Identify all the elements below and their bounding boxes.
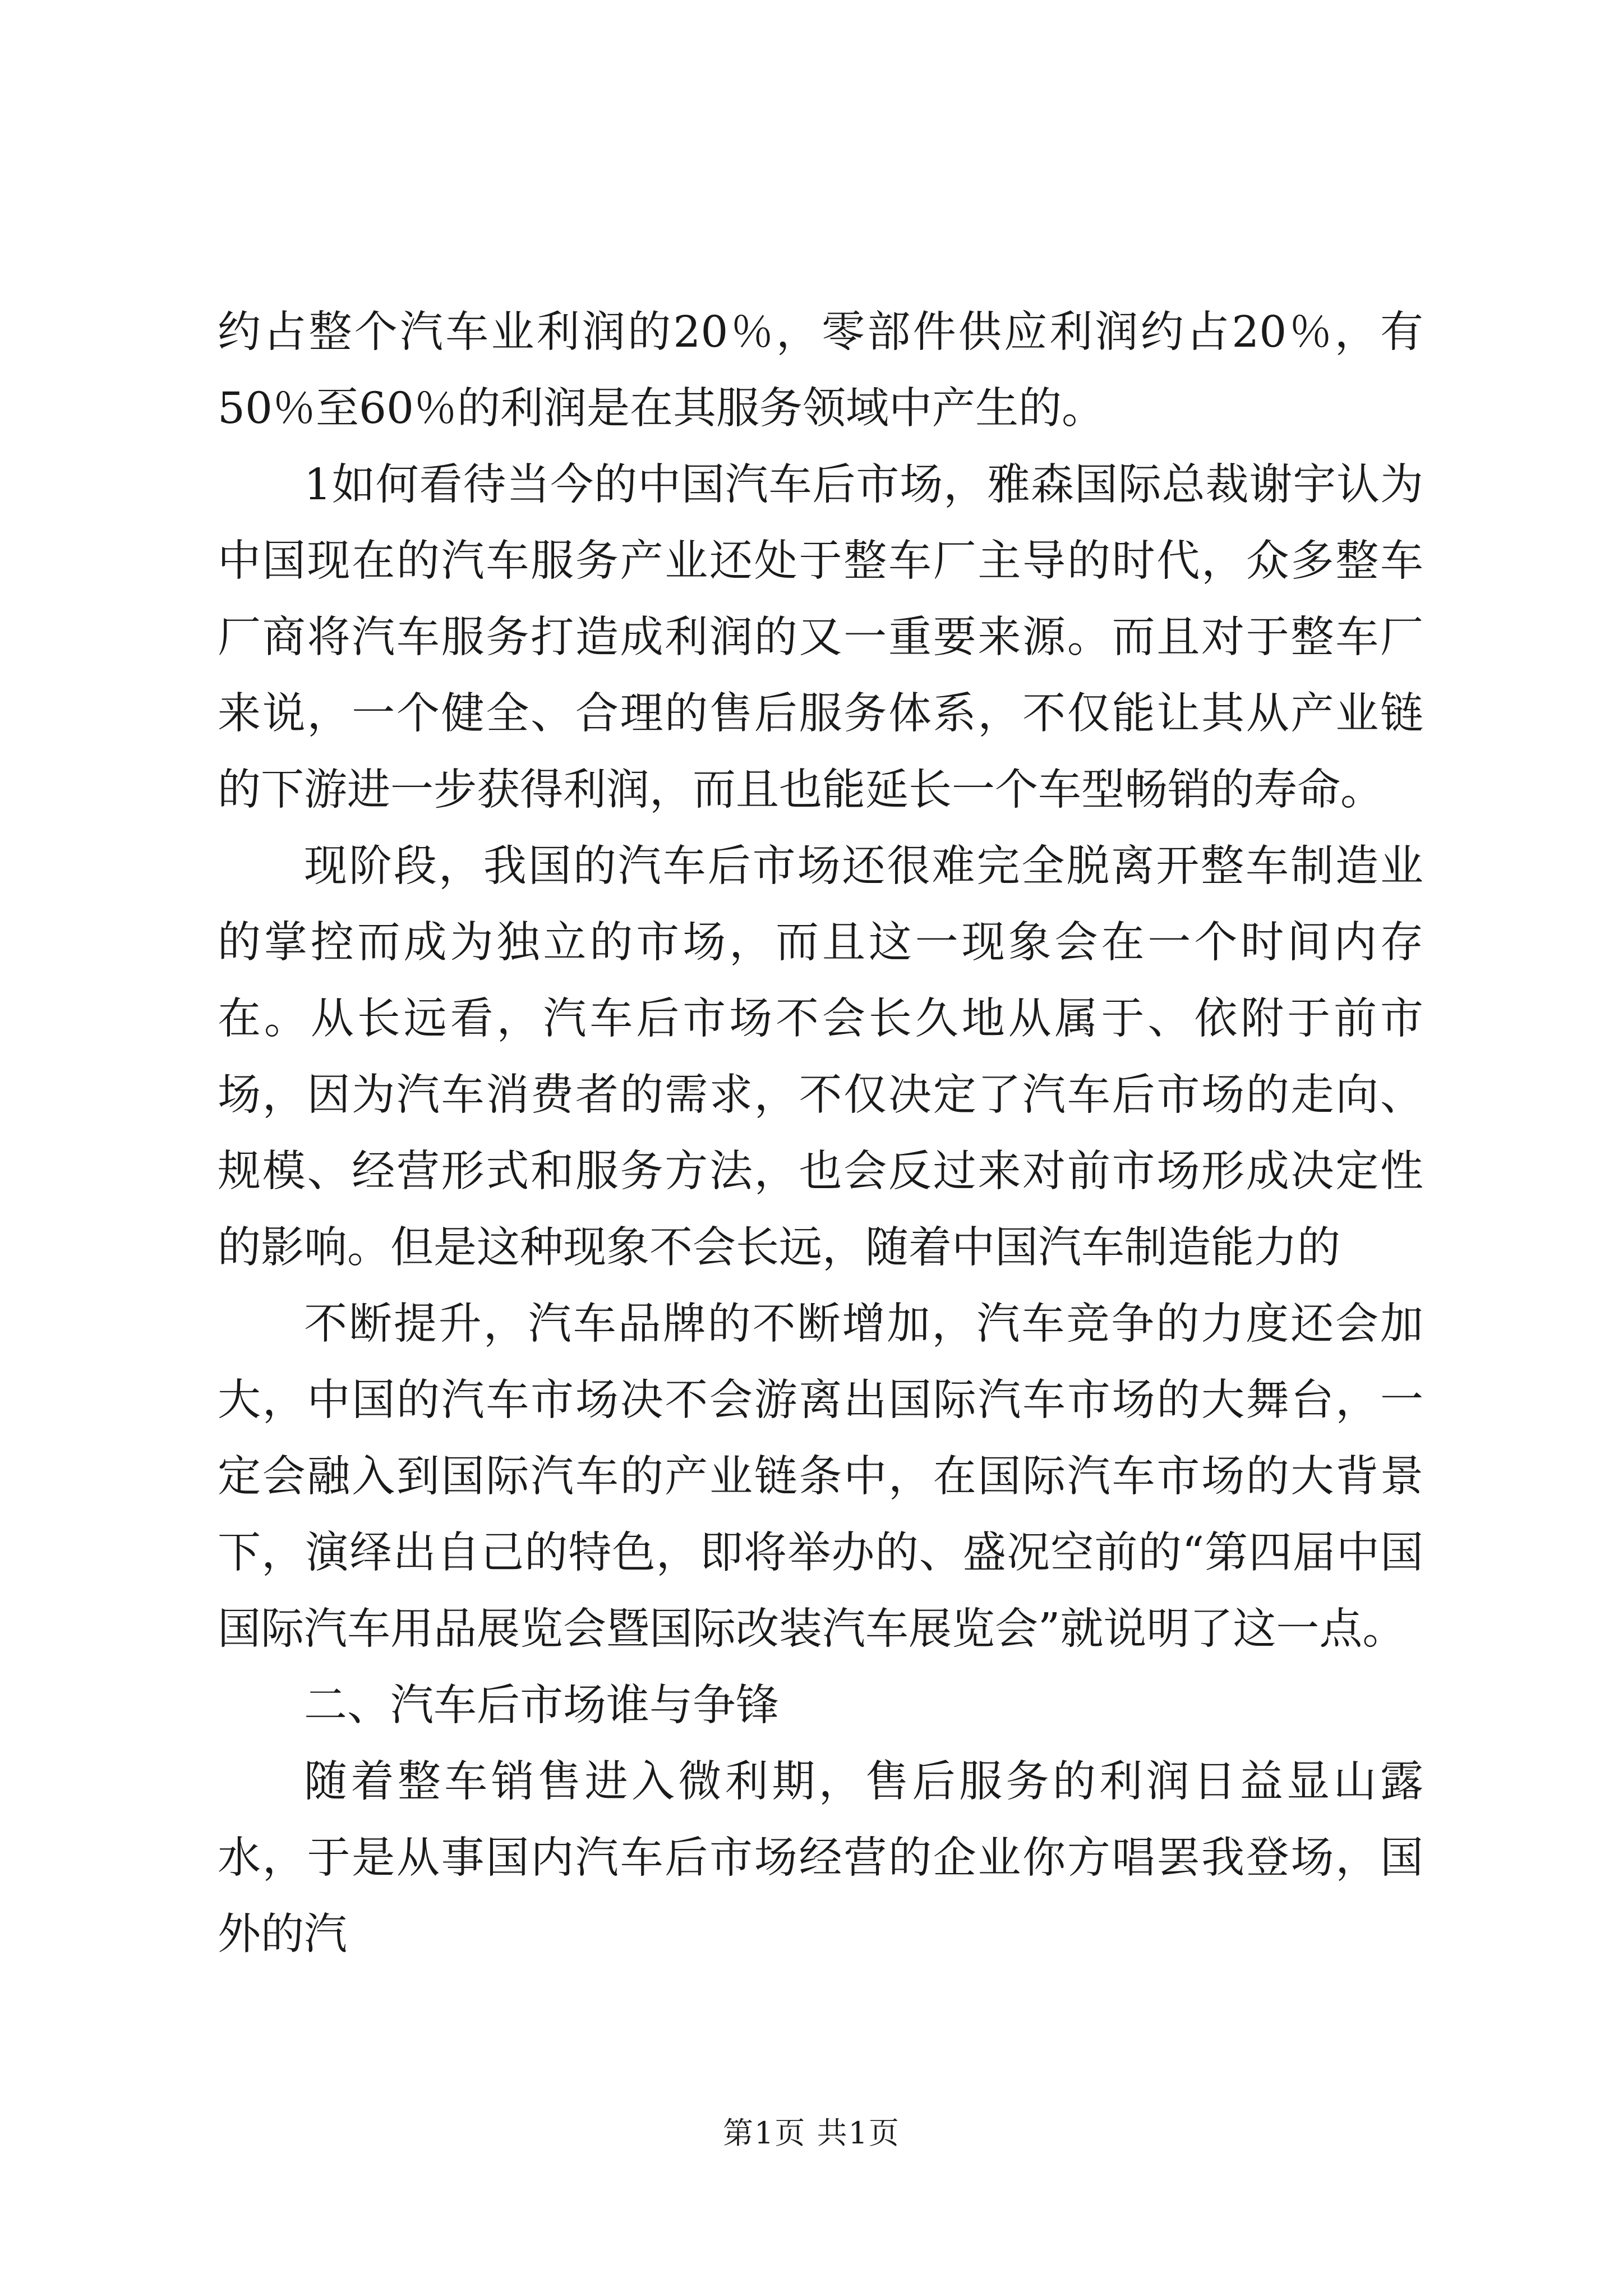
paragraph: 1如何看待当今的中国汽车后市场，雅森国际总裁谢宇认为中国现在的汽车服务产业还处于整车厂主导的时代，众多整车厂商将汽车服务打造成利润的又一重要来源。而且对于整车厂来说，一个健全、合理的售后服务体系，不仅能让其从产业链的下游进一步获得利润，而且也能延长一个车型畅销的寿命。 [218,460,1423,815]
paragraph-continuation: 约占整个汽车业利润的20％，零部件供应利润约占20％，有50％至60％的利润是在其服务领域中产生的。 [218,307,1423,434]
paragraph: 随着整车销售进入微利期，售后服务的利润日益显山露水，于是从事国内汽车后市场经营的企业你方唱罢我登场，国外的汽 [218,1757,1423,1959]
section-heading: 二、汽车后市场谁与争锋 [304,1681,779,1731]
page-footer: 第1页 共1页 [723,2115,900,2151]
paragraph: 不断提升，汽车品牌的不断增加，汽车竞争的力度还会加大，中国的汽车市场决不会游离出国际汽车市场的大舞台，一定会融入到国际汽车的产业链条中，在国际汽车市场的大背景下，演绎出自己的特色，即将举办的、盛况空前的“第四届中国国际汽车用品展览会暨国际改装汽车展览会”就说明了这一点。 [218,1299,1423,1654]
document-body [218,295,1423,1973]
paragraph: 现阶段，我国的汽车后市场还很难完全脱离开整车制造业的掌控而成为独立的市场，而且这一现象会在一个时间内存在。从长远看，汽车后市场不会长久地从属于、依附于前市场，因为汽车消费者的需求，不仅决定了汽车后市场的走向、规模、经营形式和服务方法，也会反过来对前市场形成决定性的影响。但是这种现象不会长远，随着中国汽车制造能力的 [218,841,1423,1273]
